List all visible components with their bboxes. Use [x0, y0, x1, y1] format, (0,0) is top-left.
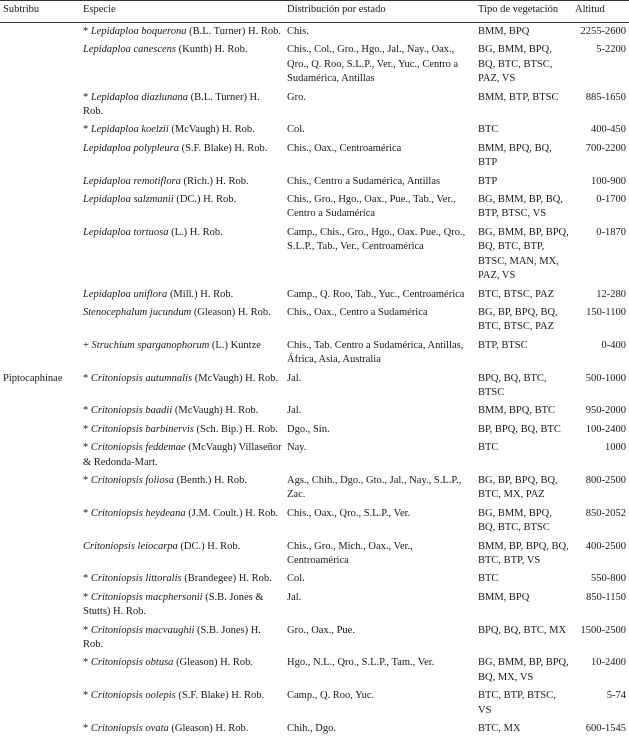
cell-distribution: Camp., Q. Roo, Tab., Yuc., Centroamérica — [287, 288, 465, 300]
cell-distribution: Chis. — [287, 26, 309, 37]
cell-vegetation: BG, BMM, BP, BPQ, BQ, MX, VS — [478, 657, 569, 683]
cell-species — [80, 23, 284, 42]
species-name: Critoniopsis barbinervis — [90, 423, 194, 435]
table-body — [0, 23, 629, 739]
table-row — [0, 286, 629, 304]
table-row — [0, 720, 629, 738]
species-author: (Sch. Bip.) H. Rob. — [193, 423, 278, 435]
cell-altitude: 500-1000 — [585, 372, 626, 384]
cell-species — [80, 89, 284, 122]
header-species: Especie — [80, 1, 284, 23]
table-row — [0, 337, 629, 370]
cell-altitude: 1500-2500 — [580, 624, 626, 636]
species-author: (DC.) H. Rob. — [177, 540, 241, 552]
cell-species — [80, 439, 284, 472]
table-row — [0, 23, 629, 42]
table-row — [0, 622, 629, 655]
cell-altitude: 885-1650 — [585, 91, 626, 103]
cell-altitude: 0-1700 — [596, 194, 626, 206]
endemic-mark: * — [83, 657, 91, 669]
cell-vegetation: BTC, BTP, BTSC, VS — [478, 690, 556, 716]
cell-species — [80, 121, 284, 139]
cell-altitude: 950-2000 — [585, 405, 626, 417]
species-name: Critoniopsis obtusa — [90, 657, 174, 669]
cell-vegetation: BP, BPQ, BQ, BTC — [478, 423, 561, 435]
cell-distribution: Nay. — [287, 442, 307, 454]
species-name: Critoniopsis oolepis — [90, 690, 176, 702]
cell-altitude: 0-400 — [601, 339, 626, 351]
cell-species — [80, 173, 284, 191]
cell-species — [80, 304, 284, 337]
cell-subtribe — [0, 654, 80, 687]
table-row — [0, 173, 629, 191]
cell-altitude: 100-2400 — [585, 423, 626, 435]
table-row — [0, 370, 629, 403]
endemic-mark: * — [83, 723, 91, 735]
cell-species — [80, 622, 284, 655]
cell-distribution: Chis., Oax., Centroamérica — [287, 142, 402, 154]
cell-species — [80, 720, 284, 738]
cell-distribution: Chis., Tab. Centro a Sudamérica, Antillas, África, Asia, Australia — [287, 339, 464, 366]
table-row — [0, 472, 629, 505]
cell-distribution: Jal. — [287, 405, 302, 417]
species-author: (L.) H. Rob. — [168, 226, 223, 238]
cell-species — [80, 286, 284, 304]
cell-subtribe — [0, 538, 80, 571]
species-author: (S.F. Blake) H. Rob. — [178, 142, 268, 154]
cell-subtribe — [0, 402, 80, 420]
cell-vegetation: BMM, BTP, BTSC — [478, 91, 559, 103]
species-author: (Benth.) H. Rob. — [174, 474, 247, 486]
endemic-mark: * — [83, 442, 91, 454]
cell-vegetation: BTC — [478, 124, 499, 136]
cell-distribution: Chis., Gro., Hgo., Oax., Pue., Tab., Ver., Centro a Sudamérica — [287, 194, 456, 220]
species-name: Critoniopsis littoralis — [90, 573, 182, 585]
cell-species — [80, 337, 284, 370]
cell-vegetation: BTC — [478, 573, 499, 585]
cell-altitude: 850-1150 — [586, 591, 626, 603]
cell-distribution: Chis., Col., Gro., Hgo., Jal., Nay., Oax., Qro., Q. Roo, S.L.P., Ver., Yuc., Centro a Sudamérica, Antillas — [287, 44, 459, 85]
cell-altitude: 800-2500 — [585, 474, 626, 486]
cell-species — [80, 687, 284, 720]
species-name: Struchium sparganophorum — [91, 339, 210, 351]
cell-subtribe — [0, 140, 80, 173]
table-row — [0, 538, 629, 571]
cell-subtribe — [0, 191, 80, 224]
cell-altitude: 850-2052 — [585, 507, 626, 519]
species-name: Critoniopsis macphersonii — [90, 591, 203, 603]
cell-species — [80, 472, 284, 505]
cell-species — [80, 421, 284, 439]
species-author: (McVaugh) Villaseñor & Redonda-Mart. — [83, 442, 282, 468]
endemic-mark: * — [83, 124, 91, 136]
cell-vegetation: BG, BP, BPQ, BQ, BTC, BTSC, PAZ — [478, 306, 558, 333]
cell-vegetation: BMM, BPQ, BTC — [478, 405, 556, 417]
cell-altitude: 2255-2600 — [580, 26, 626, 37]
cell-altitude: 5-74 — [606, 690, 626, 702]
cell-altitude: 400-450 — [591, 124, 626, 136]
cell-species — [80, 41, 284, 88]
cell-altitude: 150-1100 — [586, 306, 626, 318]
cell-subtribe — [0, 41, 80, 88]
species-name: Lepidaploa remotiflora — [83, 175, 181, 187]
cell-vegetation: BG, BMM, BPQ, BQ, BTC, BTSC — [478, 507, 552, 534]
table-row — [0, 224, 629, 286]
table-row — [0, 654, 629, 687]
cell-vegetation: BMM, BPQ, BQ, BTP — [478, 142, 552, 169]
species-name: Critoniopsis foliosa — [90, 474, 175, 486]
species-author: (Brandegee) H. Rob. — [181, 573, 272, 585]
cell-vegetation: BMM, BP, BPQ, BQ, BTC, BTP, VS — [478, 540, 569, 566]
cell-species — [80, 224, 284, 286]
header-row — [0, 1, 629, 23]
cell-subtribe — [0, 622, 80, 655]
cell-altitude: 12-280 — [596, 288, 626, 300]
species-author: (Mill.) H. Rob. — [167, 288, 234, 300]
cell-vegetation: BPQ, BQ, BTC, MX — [478, 624, 567, 636]
cell-subtribe — [0, 224, 80, 286]
species-author: (Gleason) H. Rob. — [168, 723, 249, 735]
endemic-mark: * — [83, 423, 91, 435]
header-altitude: Altitud — [572, 1, 629, 23]
cell-species — [80, 570, 284, 588]
endemic-mark: * — [83, 474, 91, 486]
cell-distribution: Col. — [287, 124, 305, 136]
species-author: (J.M. Coult.) H. Rob. — [185, 507, 279, 519]
table-row — [0, 505, 629, 538]
cell-distribution: Chis., Centro a Sudamérica, Antillas — [287, 175, 441, 187]
table-row — [0, 304, 629, 337]
species-name: Critoniopsis feddemae — [90, 442, 186, 454]
species-name: Critoniopsis baadii — [90, 405, 173, 417]
cell-subtribe: Piptocaphinae — [3, 372, 63, 384]
header-distribution: Distribución por estado — [284, 1, 475, 23]
table-row — [0, 570, 629, 588]
cell-distribution: Camp., Chis., Gro., Hgo., Oax. Pue., Qro., S.L.P., Tab., Ver., Centroamérica — [287, 226, 466, 253]
table-row — [0, 439, 629, 472]
cell-vegetation: BG, BMM, BPQ, BQ, BTC, BTSC, PAZ, VS — [478, 44, 553, 85]
species-name: Critoniopsis ovata — [90, 723, 169, 735]
cell-vegetation: BMM, BPQ — [478, 591, 530, 603]
species-author: (McVaugh) H. Rob. — [192, 372, 279, 384]
cell-species — [80, 654, 284, 687]
cell-distribution: Ags., Chih., Dgo., Gto., Jal., Nay., S.L.P., Zac. — [287, 474, 462, 501]
cell-distribution: Gro. — [287, 91, 306, 103]
endemic-mark: * — [83, 405, 91, 417]
cell-subtribe — [0, 589, 80, 622]
cell-subtribe — [0, 89, 80, 122]
cell-altitude: 550-800 — [591, 573, 626, 585]
cell-subtribe — [0, 121, 80, 139]
endemic-mark: * — [83, 573, 91, 585]
cell-species — [80, 191, 284, 224]
species-author: (S.B. Jones) H. Rob. — [83, 624, 261, 651]
cell-subtribe — [0, 337, 80, 370]
cell-vegetation: BG, BP, BPQ, BQ, BTC, MX, PAZ — [478, 474, 558, 501]
cell-vegetation: BTC, MX — [478, 723, 521, 735]
cell-distribution: Camp., Q. Roo, Yuc. — [287, 690, 375, 702]
cell-altitude: 600-1545 — [585, 723, 626, 735]
species-name: Critoniopsis leiocarpa — [83, 540, 178, 552]
cell-species — [80, 505, 284, 538]
cell-subtribe — [0, 286, 80, 304]
species-author: (Gleason) H. Rob. — [173, 657, 254, 669]
species-name: Stenocephalum jucundum — [83, 306, 192, 318]
cell-distribution: Chih., Dgo. — [287, 723, 337, 735]
species-author: (McVaugh) H. Rob. — [172, 405, 259, 417]
species-author: (DC.) H. Rob. — [173, 194, 237, 206]
cell-vegetation: BG, BMM, BP, BQ, BTP, BTSC, VS — [478, 194, 563, 220]
cell-vegetation: BG, BMM, BP, BPQ, BQ, BTC, BTP, BTSC, MAN, MX, PAZ, VS — [478, 226, 569, 282]
cell-altitude: 700-2200 — [585, 142, 626, 154]
cell-subtribe — [0, 570, 80, 588]
table-row — [0, 421, 629, 439]
cell-distribution: Col. — [287, 573, 305, 585]
endemic-mark: * — [83, 91, 91, 103]
cell-species — [80, 589, 284, 622]
table-row — [0, 121, 629, 139]
species-author: (S.F. Blake) H. Rob. — [175, 690, 265, 702]
cell-species — [80, 402, 284, 420]
endemic-mark: + — [83, 339, 92, 351]
endemic-mark: * — [83, 507, 91, 519]
table-row — [0, 89, 629, 122]
table-row — [0, 140, 629, 173]
cell-distribution: Chis., Oax., Centro a Sudamérica — [287, 306, 428, 318]
endemic-mark: * — [83, 690, 91, 702]
cell-distribution: Dgo., Sin. — [287, 423, 330, 435]
endemic-mark: * — [83, 26, 91, 37]
species-name: Lepidaploa uniflora — [83, 288, 168, 300]
species-author: (B.L. Turner) H. Rob. — [186, 26, 281, 37]
species-author: (L.) Kuntze — [209, 339, 261, 351]
endemic-mark: * — [83, 591, 91, 603]
cell-subtribe — [0, 173, 80, 191]
cell-vegetation: BTP — [478, 175, 498, 187]
cell-subtribe — [0, 421, 80, 439]
cell-subtribe — [0, 720, 80, 738]
cell-distribution: Jal. — [287, 591, 302, 603]
endemic-mark: * — [83, 624, 91, 636]
cell-altitude: 100-900 — [591, 175, 626, 187]
species-author: (B.L. Turner) H. Rob. — [83, 91, 260, 118]
cell-vegetation: BTC, BTSC, PAZ — [478, 288, 555, 300]
cell-vegetation: BTC — [478, 442, 499, 454]
species-name: Lepidaploa tortuosa — [83, 226, 169, 238]
species-name: Lepidaploa boquerona — [90, 26, 187, 37]
species-author: (Gleason) H. Rob. — [191, 306, 271, 318]
cell-species — [80, 370, 284, 403]
cell-subtribe — [0, 304, 80, 337]
header-subtribe: Subtribu — [0, 1, 80, 23]
cell-vegetation: BTP, BTSC — [478, 339, 528, 351]
cell-subtribe — [0, 687, 80, 720]
species-author: (Kunth) H. Rob. — [176, 44, 248, 56]
cell-distribution: Gro., Oax., Pue. — [287, 624, 355, 636]
table-row — [0, 41, 629, 88]
species-author: (S.B. Jones & Stutts) H. Rob. — [83, 591, 264, 618]
species-name: Lepidaploa salzmanii — [83, 194, 174, 206]
cell-subtribe — [0, 472, 80, 505]
species-name: Lepidaploa canescens — [83, 44, 177, 56]
species-name: Critoniopsis autumnalis — [90, 372, 193, 384]
cell-species — [80, 538, 284, 571]
cell-distribution: Chis., Gro., Mich., Oax., Ver., Centroamérica — [287, 540, 413, 566]
species-author: (Rich.) H. Rob. — [180, 175, 249, 187]
cell-species — [80, 140, 284, 173]
table-header — [0, 1, 629, 23]
species-author: (McVaugh) H. Rob. — [168, 124, 255, 136]
cell-altitude: 10-2400 — [591, 657, 626, 669]
species-name: Lepidaploa diazlunana — [90, 91, 189, 103]
cell-subtribe — [0, 505, 80, 538]
species-name: Critoniopsis heydeana — [90, 507, 186, 519]
cell-altitude: 5-2200 — [596, 44, 626, 56]
header-vegetation: Tipo de vegetación — [475, 1, 572, 23]
cell-distribution: Hgo., N.L., Qro., S.L.P., Tam., Ver. — [287, 657, 435, 669]
cell-altitude: 1000 — [605, 442, 626, 454]
cell-subtribe — [0, 23, 80, 42]
species-name: Critoniopsis macvaughii — [90, 624, 195, 636]
cell-vegetation: BMM, BPQ — [478, 26, 530, 37]
cell-subtribe — [0, 439, 80, 472]
species-name: Lepidaploa polypleura — [83, 142, 179, 154]
cell-distribution: Chis., Oax., Qro., S.L.P., Ver. — [287, 507, 411, 519]
cell-distribution: Jal. — [287, 372, 302, 384]
cell-vegetation: BPQ, BQ, BTC, BTSC — [478, 372, 547, 398]
table-row — [0, 687, 629, 720]
table-row — [0, 589, 629, 622]
table-row — [0, 191, 629, 224]
table-row — [0, 402, 629, 420]
cell-altitude: 0-1870 — [596, 226, 626, 238]
cell-altitude: 400-2500 — [585, 540, 626, 552]
species-name: Lepidaploa koelzii — [90, 124, 169, 136]
endemic-mark: * — [83, 372, 91, 384]
